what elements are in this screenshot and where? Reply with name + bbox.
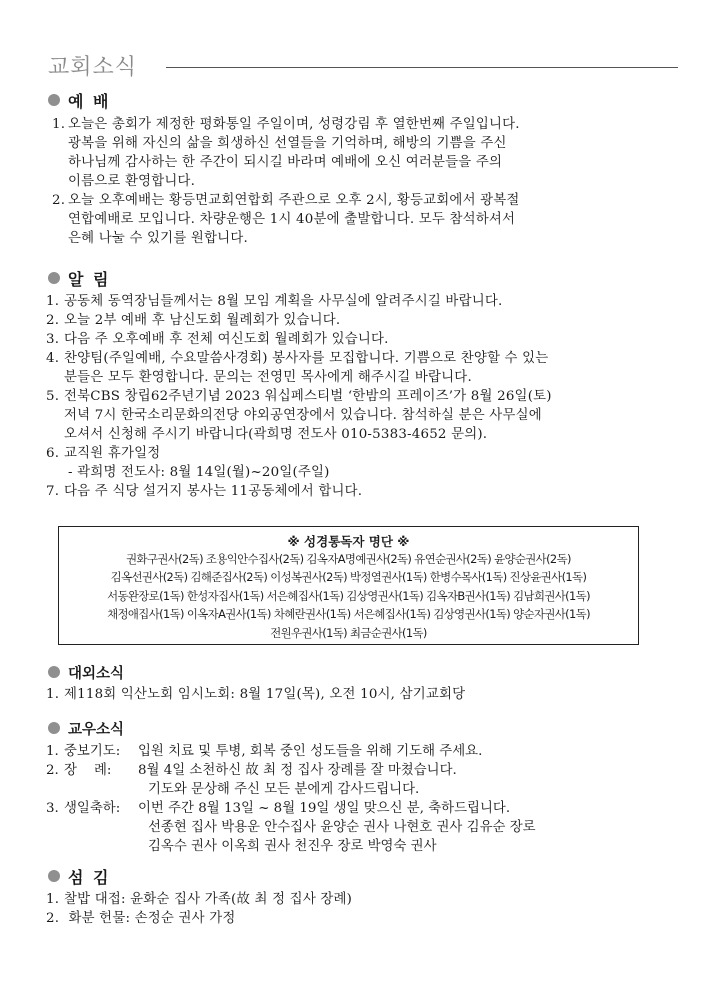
reader-line: 채정애집사(1독) 이옥자A권사(1독) 차혜란권사(1독) 서은혜집사(1독) 김상영권사(1독) 양순자권사(1독): [107, 607, 590, 622]
reader-line: 서동완장로(1독) 한성자집사(1독) 서은혜집사(1독) 김상영권사(1독) 김옥자B권사(1독) 김남희권사(1독): [107, 588, 590, 603]
notices-title: 알 림: [68, 270, 111, 289]
external-title: 대외소식: [68, 666, 125, 682]
bullet-icon: [48, 272, 60, 284]
list-item: 2. 장 례: 8월 4일 소천하신 故 최 정 집사 장례를 잘 마쳤습니다.: [46, 763, 457, 778]
list-item: 1. 공동체 동역장님들께서는 8월 모임 계획을 사무실에 알려주시길 바랍니다.: [46, 294, 503, 309]
bullet-icon: [48, 870, 60, 882]
list-item-continuation: 김옥수 권사 이옥희 권사 천진우 장로 박영숙 권사: [148, 839, 437, 854]
bullet-icon: [48, 722, 60, 734]
reader-line: 전원우권사(1독) 최금순권사(1독): [270, 625, 427, 640]
list-item: 1. 오늘은 총회가 제정한 평화통일 주일이며, 성령강림 후 열한번째 주일입니다. 광복을 위해 자신의 삶을 희생하신 선열들을 기억하며, 해방의 기쁨을 주신 하나님께 감사하는 한 주간이 되시길 바라며 예배에 오신 여러분들을 주의 이름으로 환영합니다.: [52, 117, 520, 189]
list-item: 5. 전북CBS 창립62주년기념 2023 워십페스티벌 ‘한밤의 프레이즈’가 8월 26일(토) 저녁 7시 한국소리문화의전당 야외공연장에서 있습니다. 참석하실 분은 사무실에 오셔서 신청해 주시기 바랍니다(곽희명 전도사 010-5383-4652 문의).: [46, 389, 552, 442]
members-section: [46, 718, 662, 856]
list-item: 3. 생일축하: 이번 주간 8월 13일 ~ 8월 19일 생일 맞으신 분, 축하드립니다.: [46, 801, 511, 816]
list-item: 1. 찰밥 대접: 윤화순 집사 가족(故 최 정 집사 장례): [46, 892, 353, 907]
reader-line: 권화구권사(2독) 조용익안수집사(2독) 김옥자A명예권사(2독) 유연순권사(2독) 윤양순권사(2독): [126, 552, 571, 566]
members-title: 교우소식: [68, 722, 125, 738]
list-item: 6. 교직원 휴가일정 - 곽희명 전도사: 8월 14일(월)~20일(주일): [46, 446, 330, 480]
service-section: [46, 866, 662, 928]
list-item-continuation: 선종현 집사 박용운 안수집사 윤양순 권사 나현호 권사 김유순 장로: [148, 820, 536, 835]
list-item: 1. 제118회 익산노회 임시노회: 8월 17일(목), 오전 10시, 삼기교회당: [46, 687, 466, 702]
worship-title: 예 배: [68, 92, 111, 111]
bible-readers-box: [58, 526, 639, 645]
list-item-continuation: 기도와 문상해 주신 모든 분에게 감사드립니다.: [148, 782, 420, 797]
list-item: 7. 다음 주 식당 설거지 봉사는 11공동체에서 합니다.: [46, 484, 363, 499]
header-divider: [166, 67, 678, 68]
bullet-icon: [48, 666, 60, 678]
list-item: 2. 화분 헌물: 손정순 권사 가정: [46, 911, 236, 926]
list-item: 2. 오늘 오후예배는 황등면교회연합회 주관으로 오후 2시, 황등교회에서 광복절 연합예배로 모입니다. 차량운행은 1시 40분에 출발합니다. 모두 참석하셔서 은혜 나눌 수 있기를 원합니다.: [52, 193, 520, 246]
list-item: 3. 다음 주 오후예배 후 전체 여신도회 월례회가 있습니다.: [46, 332, 389, 347]
worship-section: [46, 90, 662, 248]
list-item: 1. 중보기도: 입원 치료 및 투병, 회복 중인 성도들을 위해 기도해 주세요.: [46, 744, 483, 759]
list-item: 4. 찬양팀(주일예배, 수요말씀사경회) 봉사자를 모집합니다. 기쁨으로 찬양할 수 있는 분들은 모두 환영합니다. 문의는 전영민 목사에게 해주시길 바랍니다.: [46, 351, 549, 385]
bible-readers-title: ※ 성경통독자 명단 ※: [287, 534, 410, 549]
page-header: [48, 50, 678, 82]
list-item: 2. 오늘 2부 예배 후 남신도회 월례회가 있습니다.: [46, 313, 341, 328]
notices-section: [46, 268, 662, 501]
external-section: [46, 662, 662, 704]
bullet-icon: [48, 94, 60, 106]
service-title: 섬 김: [68, 868, 111, 887]
page-title: 교회소식: [48, 55, 138, 80]
reader-line: 김옥선권사(2독) 김해준집사(2독) 이성복권사(2독) 박정열권사(1독) 한병수목사(1독) 진상윤권사(1독): [110, 570, 587, 585]
